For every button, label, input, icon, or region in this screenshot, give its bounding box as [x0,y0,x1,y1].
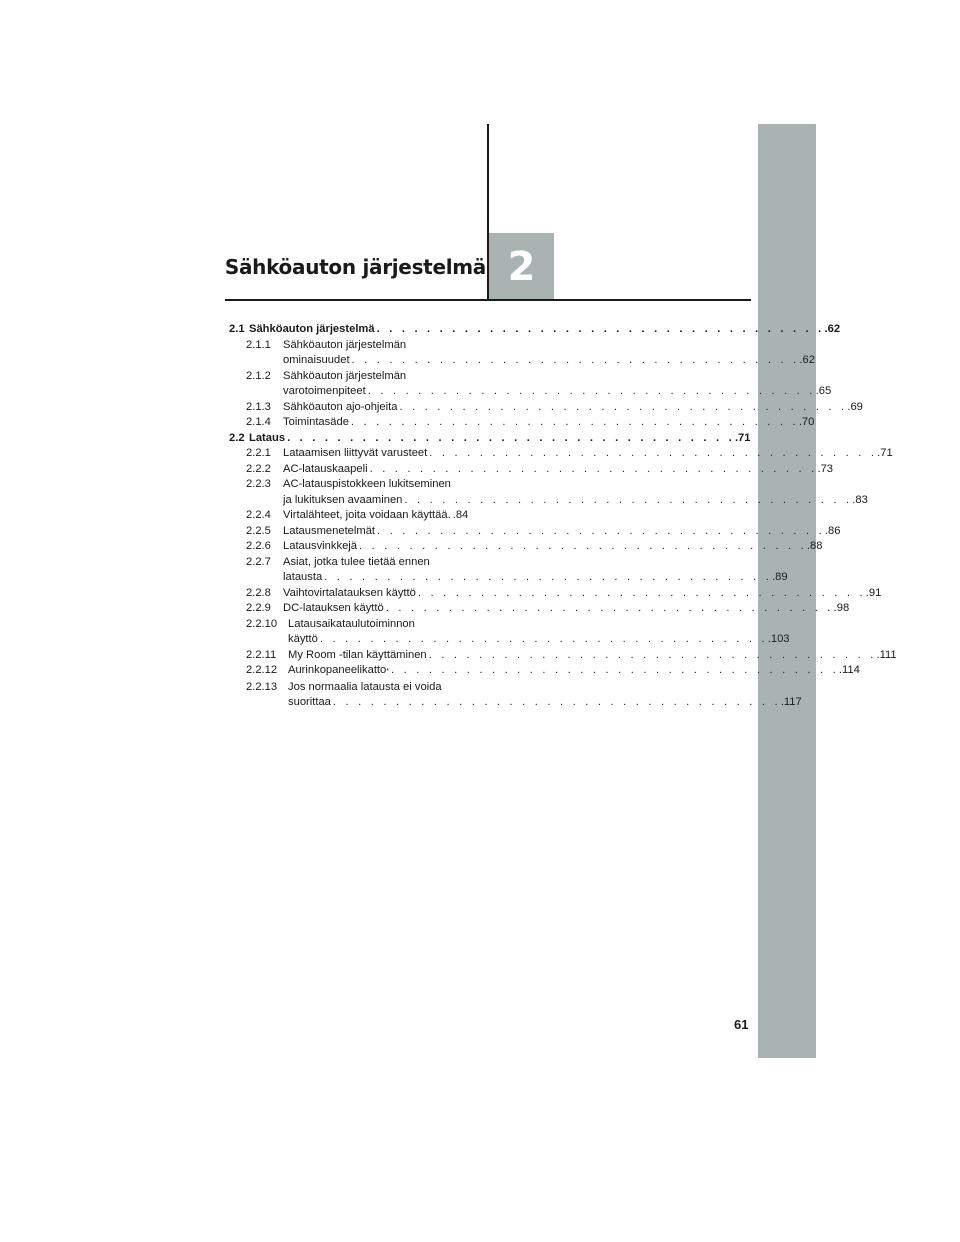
toc-page-number: .70 [798,416,815,428]
toc-subsection-row[interactable] [229,555,467,571]
toc-page-number: .89 [772,571,788,583]
toc-subsection-row[interactable] [229,524,841,540]
toc-entry-number: 2.2.8 [246,586,271,599]
toc-leader-dots: . . . . . . . . . . . . . . . . . . . . . . . . . . . . . . . . . . . . [324,571,773,583]
chapter-number: 2 [507,243,536,290]
toc-page-number: .114 [838,664,860,676]
toc-page-number: .103 [767,633,790,645]
toc-entry-title: Sähköauton järjestelmän [283,369,407,382]
toc-page-number: .62 [799,354,815,366]
toc-entry-title: My Room -tilan käyttäminen [288,648,427,661]
toc-page-number: .73 [817,462,834,475]
chapter-number-box [489,233,554,300]
toc-page-number: .62 [824,323,841,335]
toc-entry-title: Toimintasäde [283,416,349,428]
toc-leader-dots: . . . . . . . . . . . . . . . . . . . . . . . . . . . . . . . . . . . . [399,400,848,413]
toc-footnote-marker: * [386,668,390,675]
toc-page-number: .69 [847,400,863,413]
toc-page-number: .86 [824,524,841,537]
toc-page-number: .84 [452,509,469,521]
toc-leader-dots: . . . . . . . . . . . . . . . . . . . . . . . . . . . . . . . . . . . . [359,540,807,552]
toc-leader-dots: . . . . . . . . . . . . . . . . . . . . . . . . . . . . . . . . . . . . [350,416,799,428]
toc-leader-dots: . . . . . . . . . . . . . . . . . . . . . . . . . . . . . . . . . . . . [404,493,853,506]
toc-entry-number: 2.2.10 [246,617,278,630]
toc-subsection-row[interactable] [229,695,802,711]
toc-entry-title: Lataamisen liittyvät varusteet [283,447,428,459]
toc-entry-title: Vaihtovirtalatauksen käyttö [283,586,416,599]
toc-entry-number: 2.2.1 [246,447,271,459]
toc-page-number: .71 [877,447,893,459]
toc-entry-title: varotoimenpiteet [283,385,366,397]
toc-leader-dots: . . . . . . . . . . . . . . . . . . . . . . . . . . . . . . . . . . . . [428,648,877,661]
toc-subsection-row[interactable] [229,663,860,680]
toc-entry-number: 2.1.1 [246,338,271,351]
toc-entry-number: 2.1 [229,323,245,335]
toc-entry-title: ominaisuudet [283,354,350,366]
toc-entry-number: 2.2.13 [246,680,278,693]
toc-subsection-row[interactable] [229,648,897,664]
toc-entry-title: ja lukituksen avaaminen [283,493,403,506]
toc-leader-dots: . . . . . . . . . . . . . . . . . . . . . . . . . . . . . . . . . . . . [429,447,878,459]
toc-subsection-row[interactable] [229,369,467,385]
toc-subsection-row[interactable] [229,384,832,400]
toc-page-number: .71 [734,431,751,444]
toc-entry-title: Sähköauton järjestelmän [283,338,407,351]
toc-entry-title: Aurinkopaneelikatto [288,664,387,676]
toc-page-number: .117 [780,696,802,708]
toc-entry-number: 2.2.7 [246,555,271,568]
toc-subsection-row[interactable] [229,539,823,555]
toc-leader-dots: . . . . . . . . . . . . . . . . . . . . . . . . . . . . . . . . . . . . [367,385,816,397]
toc-entry-title: Sähköauton ajo-ohjeita [283,400,398,413]
toc-entry-number: 2.2.6 [246,540,271,552]
toc-leader-dots: . . . . . . . . . . . . . . . . . . . . . . . . . . . . . . . . . . . . [376,323,825,335]
toc-subsection-row[interactable] [229,680,467,696]
toc-entry-title: latausta [283,571,323,583]
toc-entry-number: 2.2.3 [246,478,271,490]
toc-entry-title: AC-latauskaapeli [283,462,368,475]
toc-subsection-row[interactable] [229,400,863,416]
toc-leader-dots: . . . . . . . . . . . . . . . . . . . . . . . . . . . . . . . . . . . . [332,696,781,708]
toc-subsection-row[interactable] [229,493,868,509]
toc-subsection-row[interactable] [229,601,850,617]
table-of-contents [229,322,897,711]
toc-entry-number: 2.2 [229,431,245,444]
toc-entry-number: 2.2.11 [246,648,277,661]
toc-entry-title: käyttö [288,633,318,645]
toc-subsection-row[interactable] [229,508,467,524]
toc-entry-title: Virtalähteet, joita voidaan käyttää. [283,509,451,521]
toc-entry-number: 2.1.4 [246,416,271,428]
toc-entry-number: 2.2.4 [246,509,271,521]
toc-leader-dots: . . . . . . . . . . . . . . . . . . . . . . . . . . . . . . . . . . . . [377,524,825,537]
toc-entry-number: 2.1.3 [246,400,271,413]
toc-entry-title: Lataus [249,431,286,444]
toc-entry-number: 2.1.2 [246,369,271,382]
toc-subsection-row[interactable] [229,353,815,369]
toc-page-number: .91 [865,586,882,599]
toc-subsection-row[interactable] [229,462,834,478]
toc-subsection-row[interactable] [229,586,882,602]
toc-entry-title: Latausaikataulutoiminnon [288,617,415,630]
toc-entry-title: Jos normaalia latausta ei voida [288,680,442,693]
toc-page-number: .98 [833,602,850,614]
toc-leader-dots: . . . . . . . . . . . . . . . . . . . . . . . . . . . . . . . . . . . . [319,633,768,645]
toc-page-number: .83 [852,493,868,506]
toc-entry-number: 2.2.5 [246,524,271,537]
toc-subsection-row[interactable] [229,617,467,633]
toc-entry-title: Latausmenetelmät [283,524,376,537]
toc-entry-number: 2.2.12 [246,664,278,676]
toc-leader-dots: . . . . . . . . . . . . . . . . . . . . . . . . . . . . . . . . . . . . [385,602,834,614]
toc-entry-number: 2.2.2 [246,462,271,475]
toc-entry-title: AC-latauspistokkeen lukitseminen [283,478,451,490]
toc-subsection-row[interactable] [229,570,788,586]
toc-subsection-row[interactable] [229,477,467,493]
toc-entry-title: Sähköauton järjestelmä [249,323,375,335]
toc-page-number: .111 [876,648,897,661]
page-number: 61 [734,1017,749,1032]
toc-leader-dots: . . . . . . . . . . . . . . . . . . . . . . . . . . . . . . . . . . . . [287,431,735,444]
toc-leader-dots: . . . . . . . . . . . . . . . . . . . . . . . . . . . . . . . . . . . . [369,462,818,475]
toc-page-number: .88 [806,540,823,552]
toc-entry-title: suorittaa [288,696,331,708]
toc-entry-title: Latausvinkkejä [283,540,358,552]
toc-subsection-row[interactable] [229,415,815,431]
toc-subsection-row[interactable] [229,338,467,354]
toc-entry-title: DC-latauksen käyttö [283,602,384,614]
toc-section-row[interactable] [229,431,751,447]
toc-leader-dots: . . . . . . . . . . . . . . . . . . . . . . . . . . . . . . . . . . . . [417,586,866,599]
toc-section-row[interactable] [229,322,841,338]
toc-subsection-row[interactable] [229,632,790,648]
header-horizontal-rule [225,299,751,301]
toc-leader-dots: . . . . . . . . . . . . . . . . . . . . . . . . . . . . . . . . . . . . [391,664,839,676]
toc-entry-number: 2.2.9 [246,602,271,614]
toc-subsection-row[interactable] [229,446,893,462]
toc-leader-dots: . . . . . . . . . . . . . . . . . . . . . . . . . . . . . . . . . . . . [351,354,800,366]
toc-page-number: .65 [815,385,832,397]
chapter-title: Sähköauton järjestelmä [224,255,486,279]
toc-entry-title: Asiat, jotka tulee tietää ennen [283,555,430,568]
